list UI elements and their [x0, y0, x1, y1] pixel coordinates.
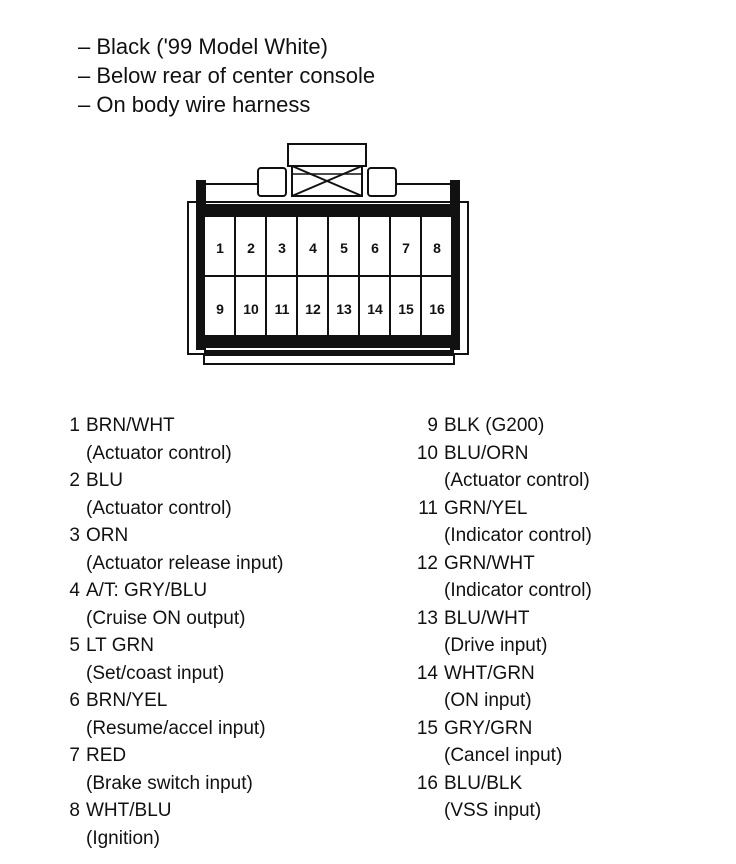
pin-number: 8: [69, 800, 80, 821]
cavity-label: 10: [243, 301, 259, 317]
pin-number: 2: [69, 470, 80, 491]
wire-color: GRN/YEL: [444, 497, 528, 519]
cavity-label: 12: [305, 301, 321, 317]
pin-function: (Brake switch input): [86, 772, 253, 794]
pin-entry: [56, 577, 284, 632]
wire-color: WHT/BLU: [86, 800, 172, 821]
pin-entry: [56, 687, 284, 742]
note-harness: – On body wire harness: [78, 92, 311, 117]
pin-number: 6: [69, 690, 80, 711]
cavity-label: 3: [278, 240, 286, 256]
note-location: – Below rear of center console: [78, 63, 376, 88]
wire-color: A/T: GRY/BLU: [86, 580, 208, 601]
connector-notes: [78, 32, 375, 119]
pin-function: (Actuator control): [86, 442, 232, 464]
pin-number: 4: [69, 580, 80, 601]
wire-color: BLK (G200): [444, 415, 545, 436]
cavity-label: 7: [402, 240, 410, 256]
pin-number: 11: [418, 497, 438, 519]
pin-entry: [56, 412, 284, 467]
cavity-label: 1: [216, 240, 224, 256]
cavity-label: 15: [398, 301, 414, 317]
pin-number: 9: [427, 415, 438, 436]
wire-color: BRN/WHT: [86, 415, 175, 436]
cavity-label: 4: [309, 240, 317, 256]
pin-entry: [406, 412, 592, 440]
pin-function: (Cruise ON output): [86, 607, 246, 629]
pin-entry: [406, 605, 592, 660]
pin-entry: [56, 522, 284, 577]
cavity-label: 13: [336, 301, 352, 317]
pin-number: 5: [69, 635, 80, 656]
cavity-label: 2: [247, 240, 255, 256]
pin-number: 3: [69, 525, 80, 546]
pin-list-right: [406, 412, 592, 825]
wire-color: BLU/WHT: [444, 607, 530, 629]
pin-entry: [406, 440, 592, 495]
pin-function: (Set/coast input): [86, 662, 225, 684]
cavity-label: 6: [371, 240, 379, 256]
pin-function: (VSS input): [444, 800, 542, 821]
pin-entry: [406, 770, 592, 825]
cavity-label: 8: [433, 240, 441, 256]
pin-number: 12: [416, 552, 438, 574]
cavity-label: 14: [367, 301, 383, 317]
pin-number: 14: [416, 662, 438, 684]
wire-color: GRY/GRN: [444, 717, 533, 739]
pin-function: (Actuator release input): [86, 552, 284, 574]
pin-entry: [56, 797, 284, 852]
cavity-label: 9: [216, 301, 224, 317]
pin-function: (Drive input): [444, 635, 548, 656]
connector-diagram: [178, 140, 478, 370]
pin-number: 1: [69, 415, 80, 436]
pin-list-left: [56, 412, 284, 852]
wire-color: BLU/ORN: [444, 442, 529, 464]
wire-color: ORN: [86, 525, 129, 546]
pin-entry: [406, 660, 592, 715]
pin-entry: [56, 467, 284, 522]
wire-color: BLU/BLK: [444, 772, 523, 794]
pin-number: 15: [416, 717, 438, 739]
pin-function: (Indicator control): [444, 580, 592, 601]
wire-color: RED: [86, 745, 127, 766]
wire-color: BRN/YEL: [86, 690, 168, 711]
pin-entry: [406, 715, 592, 770]
pin-function: (Indicator control): [444, 525, 592, 546]
wire-color: GRN/WHT: [444, 552, 535, 574]
pin-function: (Actuator control): [86, 497, 232, 519]
note-color: – Black ('99 Model White): [78, 34, 328, 59]
pin-number: 16: [416, 772, 438, 794]
wire-color: BLU: [86, 470, 123, 491]
pin-number: 13: [416, 607, 438, 629]
pin-function: (Actuator control): [444, 470, 590, 491]
wire-color: WHT/GRN: [444, 662, 535, 684]
pin-number: 10: [416, 442, 438, 464]
cavity-label: 16: [429, 301, 445, 317]
pin-function: (Cancel input): [444, 745, 563, 766]
pin-entry: [406, 495, 592, 550]
pin-number: 7: [69, 745, 80, 766]
pin-function: (Ignition): [86, 827, 160, 849]
pin-entry: [406, 550, 592, 605]
cavity-label: 11: [274, 301, 290, 317]
pin-entry: [56, 742, 284, 797]
pin-function: (ON input): [444, 690, 532, 711]
wire-color: LT GRN: [86, 635, 154, 656]
pin-function: (Resume/accel input): [86, 717, 266, 739]
pin-entry: [56, 632, 284, 687]
cavity-label: 5: [340, 240, 348, 256]
